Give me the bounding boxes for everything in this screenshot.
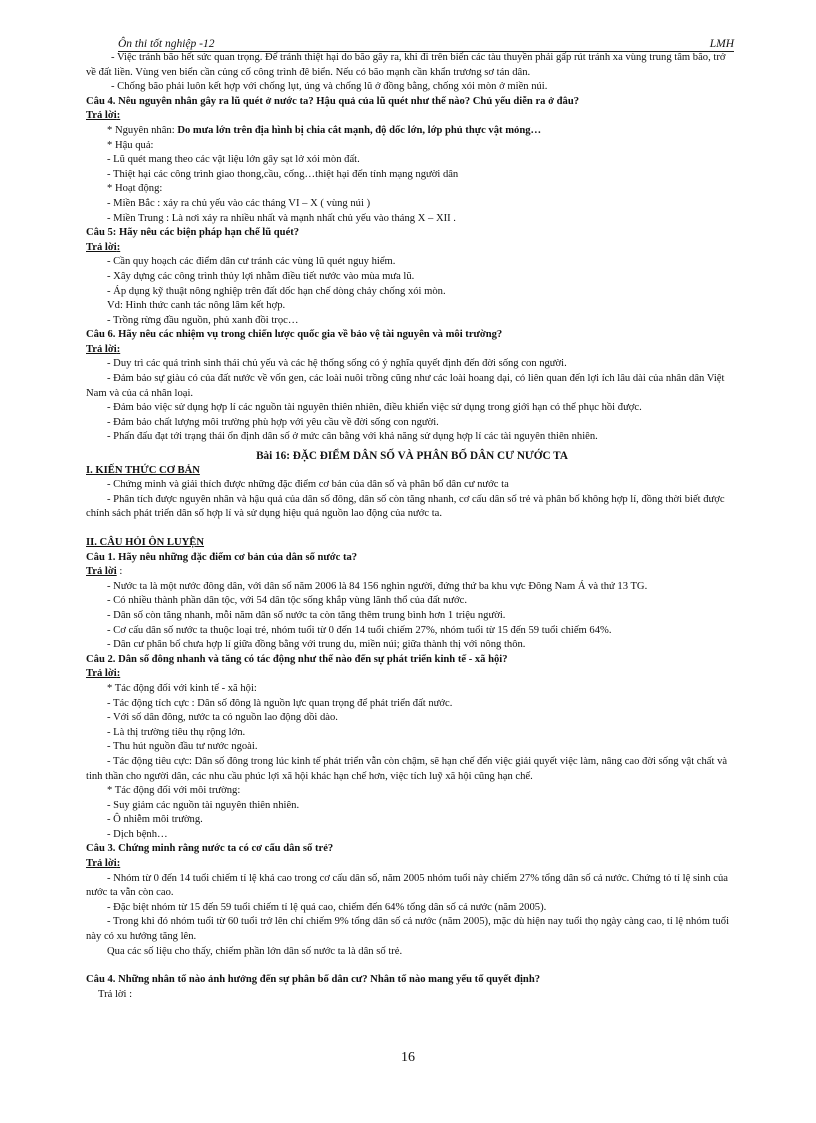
answer-label: Trả lời (86, 241, 117, 253)
list-item: - Suy giảm các nguồn tài nguyên thiên nhiên. (107, 799, 300, 811)
list-item: - Có nhiều thành phần dân tộc, với 54 dân tộc sống khắp vùng lãnh thổ của đất nước. (107, 595, 467, 607)
question-4: Câu 4. Nêu nguyên nhân gây ra lũ quét ở nước ta? Hậu quả của lũ quét như thế nào? Chủ yếu diễn ra ở đâu? (86, 95, 580, 107)
list-item: - Miền Bắc : xảy ra chủ yếu vào các tháng VI – X ( vùng núi ) (107, 197, 371, 209)
lesson-title: Bài 16: ĐẶC ĐIỂM DÂN SỐ VÀ PHÂN BỐ DÂN CƯ NƯỚC TA (256, 450, 568, 463)
list-item: - Cơ cấu dân số nước ta thuộc loại trẻ, nhóm tuổi từ 0 đến 14 tuổi chiếm 27%, nhóm tuổi từ 15 đến 59 tuổi chiếm 64%. (107, 624, 612, 636)
list-item: - Dân số còn tăng nhanh, mỗi năm dân số nước ta còn tăng thêm trung bình hơn 1 triệu người. (107, 609, 506, 621)
lesson-question-4: Câu 4. Những nhân tố nào ảnh hưởng đến sự phân bố dân cư? Nhân tố nào mang yếu tố quyết định? (86, 974, 541, 986)
page-number: 16 (401, 1050, 415, 1065)
list-item: * Hoạt động: (107, 183, 163, 195)
list-item: * Tác động đối với kinh tế - xã hội: (107, 682, 257, 694)
list-item: - Tác động tiêu cực: Dân số đông trong lúc kinh tế phát triển vẫn còn chậm, sẽ hạn chế đến việc giải quyết việc làm, nâng cao đời sống vật chất và tinh thần cho người dân, các nhu cầu phúc lợi xã hội khác hạn chế hơn, việc tích luỹ xã hội cũng hạn chế. (86, 755, 728, 782)
list-item: - Duy trì các quá trình sinh thái chủ yếu và các hệ thống sống có ý nghĩa quyết định đến đời sống con người. (107, 358, 567, 370)
list-item: Qua các số liệu cho thấy, chiếm phần lớn dân số nước ta là dân số trẻ. (107, 945, 403, 957)
list-item: - Dân cư phân bố chưa hợp lí giữa đồng bằng với trung du, miền núi; giữa thành thị với nông thôn. (107, 639, 526, 651)
question-5: Câu 5: Hãy nêu các biện pháp hạn chế lũ quét? (86, 227, 300, 239)
list-item: - Cần quy hoạch các điểm dân cư tránh các vùng lũ quét nguy hiểm. (107, 256, 396, 268)
page-header (118, 38, 734, 52)
list-item: * Hậu quả: (107, 139, 154, 151)
list-item: - Đảm bảo chất lượng môi trường phù hợp với yêu cầu về đời sống con người. (107, 416, 439, 428)
page-content: - Việc tránh bão hết sức quan trọng. Để tránh thiệt hại do bão gây ra, khi đi trên biển các tàu thuyền phải gấp rút tránh xa vùng trung tâm bão, trở về đất liền. Vùng ven biển cần củng cố công trình đê biển. Nếu có bão mạnh cần khẩn trương sơ tán dân. - Chống bão phải luôn kết hợp với chống lụt, úng và chống lũ ở đồng bằng, chống xói mòn ở miền núi. Câu 4. Nêu nguyên nhân gây ra lũ quét ở nước ta? Hậu quả của lũ quét như thế nào? Chủ yếu diễn ra ở đâu? Trả lời: * Nguyên nhân: Do mưa lớn trên địa hình bị chia cắt mạnh, độ dốc lớn, lớp phủ thực vật mỏng… * Hậu quả: - Lũ quét mang theo các vật liệu lớn gây sạt lở xói mòn đất. - Thiệt hại các công trình giao thong,cầu, cống…thiệt hại đến tính mạng người dân * Hoạt động: - Miền Bắc : xảy ra chủ yếu vào các tháng VI – X ( vùng núi ) - Miền Trung : Là nơi xảy ra nhiều nhất và mạnh nhất chủ yếu vào tháng X – XII . Câu 5: Hãy nêu các biện pháp hạn chế lũ quét? Trả lời: - Cần quy hoạch các điểm dân cư tránh các vùng lũ quét nguy hiểm. - Xây dựng các công trình thủy lợi nhằm điều tiết nước vào mùa mưa lũ. - Áp dụng kỹ thuật nông nghiệp trên đất dốc hạn chế dòng chảy chống xói mòn. Vd: Hình thức canh tác nông lâm kết hợp. - Trồng rừng đầu nguồn, phủ xanh đồi trọc… Câu 6. Hãy nêu các nhiệm vụ trong chiến lược quốc gia về bảo vệ tài nguyên và môi trường? Trả lời: - Duy trì các quá trình sinh thái chủ yếu và các hệ thống sống có ý nghĩa quyết định đến đời sống con người. - Đảm bảo sự giàu có của đất nước về vốn gen, các loài nuôi trồng cũng như các loài hoang dại, có liên quan đến lợi ích lâu dài của nhân dân Việt Nam và của cả nhân loại. - Đảm bảo việc sử dụng hợp lí các nguồn tài nguyên thiên nhiên, điều khiển việc sử dụng trong giới hạn có thể phục hồi được. - Đảm bảo chất lượng môi trường phù hợp với yêu cầu về đời sống con người. - Phấn đấu đạt tới trạng thái ổn định dân số ở mức cân bằng với khả năng sử dụng hợp lí các tài nguyên thiên nhiên. Bài 16: ĐẶC ĐIỂM DÂN SỐ VÀ PHÂN BỐ DÂN CƯ NƯỚC TA I. KIẾN THỨC CƠ BẢN - Chứng minh và giải thích được những đặc điểm cơ bản của dân số và phân bố dân cư nước ta - Phân tích được nguyên nhân và hậu quả của dân số đông, dân số còn tăng nhanh, cơ cấu dân số trẻ và phân bố không hợp lí, đồng thời biết được chính sách phát triển dân số hợp lí và sử dụng hiệu quả nguồn lao động của nước ta. II. CÂU HỎI ÔN LUYỆN Câu 1. Hãy nêu những đặc điểm cơ bản của dân số nước ta? Trả lời : - Nước ta là một nước đông dân, với dân số năm 2006 là 84 156 nghìn người, đứng thứ ba khu vực Đông Nam Á và thứ 13 TG. - Có nhiều thành phần dân tộc, với 54 dân tộc sống khắp vùng lãnh thổ của đất nước. - Dân số còn tăng nhanh, mỗi năm dân số nước ta còn tăng thêm trung bình hơn 1 triệu người. - Cơ cấu dân số nước ta thuộc loại trẻ, nhóm tuổi từ 0 đến 14 tuổi chiếm 27%, nhóm tuổi từ 15 đến 59 tuổi chiếm 64%. - Dân cư phân bố chưa hợp lí giữa đồng bằng với trung du, miền núi; giữa thành thị với nông thôn. Câu 2. Dân số đông nhanh và tăng có tác động như thế nào đến sự phát triển kinh tế - xã hội? Trả lời: * Tác động đối với kinh tế - xã hội: - Tác động tích cực : Dân số đông là nguồn lực quan trọng để phát triển đất nước. - Với số dân đông, nước ta có nguồn lao động dồi dào. - Là thị trường tiêu thụ rộng lớn. - Thu hút nguồn đầu tư nước ngoài. - Tác động tiêu cực: Dân số đông trong lúc kinh tế phát triển vẫn còn chậm, sẽ hạn chế đến việc giải quyết việc làm, nâng cao đời sống vật chất và tinh thần cho người dân, các nhu cầu phúc lợi xã hội khác hạn chế hơn, việc tích luỹ xã hội cũng hạn chế. * Tác động đối với môi trường: - Suy giảm các nguồn tài nguyên thiên nhiên. - Ô nhiễm môi trường. - Dịch bệnh… Câu 3. Chứng minh rằng nước ta có cơ cấu dân số trẻ? Trả lời: - Nhóm từ 0 đến 14 tuổi chiếm tỉ lệ khá cao trong cơ cấu dân số, năm 2005 nhóm tuổi này chiếm 27% tổng dân số cả nước. Chứng tỏ tỉ lệ sinh của nước ta vẫn còn cao. - Đặc biệt nhóm từ 15 đến 59 tuổi chiếm tỉ lệ quá cao, chiếm đến 64% tổng dân số cả nước (năm 2005). - Trong khi đó nhóm tuổi từ 60 tuổi trở lên chỉ chiếm 9% tổng dân số cả nước (năm 2005), mặc dù hiện nay tuổi thọ ngày càng cao, tỉ lệ nhóm tuổi này có xu hướng tăng lên. Qua các số liệu cho thấy, chiếm phần lớn dân số nước ta là dân số trẻ. Câu 4. Những nhân tố nào ảnh hưởng đến sự phân bố dân cư? Nhân tố nào mang yếu tố quyết định? Trả lời : (86, 51, 738, 1002)
list-item: - Dịch bệnh… (107, 828, 168, 840)
list-item: - Nhóm từ 0 đến 14 tuổi chiếm tỉ lệ khá cao trong cơ cấu dân số, năm 2005 nhóm tuổi này chiếm 27% tổng dân số cả nước. Chứng tỏ tỉ lệ sinh của nước ta vẫn còn cao. (86, 872, 728, 899)
answer-label: Trả lời (86, 110, 117, 122)
list-item: - Thiệt hại các công trình giao thong,cầu, cống…thiệt hại đến tính mạng người dân (107, 168, 459, 180)
list-item: - Phân tích được nguyên nhân và hậu quả của dân số đông, dân số còn tăng nhanh, cơ cấu dân số trẻ và phân bố không hợp lí, đồng thời biết được chính sách phát triển dân số hợp lí và sử dụng hiệu quả nguồn lao động của nước ta. (86, 493, 725, 520)
list-item: - Phấn đấu đạt tới trạng thái ổn định dân số ở mức cân bằng với khả năng sử dụng hợp lí các tài nguyên thiên nhiên. (107, 431, 598, 443)
list-item: - Áp dụng kỹ thuật nông nghiệp trên đất dốc hạn chế dòng chảy chống xói mòn. (107, 285, 446, 297)
answer-label: Trả lời : (98, 988, 133, 1000)
list-item: - Đảm bảo sự giàu có của đất nước về vốn gen, các loài nuôi trồng cũng như các loài hoang dại, có liên quan đến lợi ích lâu dài của nhân dân Việt Nam và của cả nhân loại. (86, 373, 725, 399)
list-item: Vd: Hình thức canh tác nông lâm kết hợp. (107, 300, 286, 312)
answer-label: Trả lời (86, 343, 117, 355)
answer-label: Trả lời (86, 668, 117, 680)
paragraph: - Việc tránh bão hết sức quan trọng. Để tránh thiệt hại do bão gây ra, khi đi trên biển các tàu thuyền phải gấp rút tránh xa vùng trung tâm bão, trở về đất liền. Vùng ven biển cần củng cố công trình đê biển. Nếu có bão mạnh cần khẩn trương sơ tán dân. (86, 52, 726, 78)
lesson-question-3: Câu 3. Chứng minh rằng nước ta có cơ cấu dân số trẻ? (86, 843, 334, 855)
list-item: - Là thị trường tiêu thụ rộng lớn. (107, 726, 246, 738)
cause-line: * Nguyên nhân: Do mưa lớn trên địa hình bị chia cắt mạnh, độ dốc lớn, lớp phủ thực vật mỏng… (107, 124, 542, 136)
list-item: - Đảm bảo việc sử dụng hợp lí các nguồn tài nguyên thiên nhiên, điều khiển việc sử dụng trong giới hạn có thể phục hồi được. (107, 402, 642, 414)
section-heading: I. KIẾN THỨC CƠ BẢN (86, 464, 200, 476)
list-item: - Nước ta là một nước đông dân, với dân số năm 2006 là 84 156 nghìn người, đứng thứ ba khu vực Đông Nam Á và thứ 13 TG. (107, 580, 648, 592)
list-item: - Chứng minh và giải thích được những đặc điểm cơ bản của dân số và phân bố dân cư nước ta (107, 479, 509, 491)
lesson-question-1: Câu 1. Hãy nêu những đặc điểm cơ bản của dân số nước ta? (86, 551, 358, 563)
answer-label: Trả lời (86, 566, 117, 578)
answer-label: Trả lời (86, 858, 117, 870)
list-item: - Thu hút nguồn đầu tư nước ngoài. (107, 741, 258, 753)
section-heading: II. CÂU HỎI ÔN LUYỆN (86, 537, 205, 548)
paragraph: - Chống bão phải luôn kết hợp với chống lụt, úng và chống lũ ở đồng bằng, chống xói mòn ở miền núi. (111, 81, 548, 93)
lesson-question-2: Câu 2. Dân số đông nhanh và tăng có tác động như thế nào đến sự phát triển kinh tế - xã hội? (86, 653, 508, 665)
list-item: * Tác động đối với môi trường: (107, 785, 241, 797)
list-item: - Trong khi đó nhóm tuổi từ 60 tuổi trở lên chỉ chiếm 9% tổng dân số cả nước (năm 2005), mặc dù hiện nay tuổi thọ ngày càng cao, tỉ lệ nhóm tuổi này có xu hướng tăng lên. (86, 916, 730, 943)
list-item: - Đặc biệt nhóm từ 15 đến 59 tuổi chiếm tỉ lệ quá cao, chiếm đến 64% tổng dân số cả nước (năm 2005). (107, 901, 547, 913)
header-left: Ôn thi tốt nghiệp -12 (118, 38, 215, 50)
question-6: Câu 6. Hãy nêu các nhiệm vụ trong chiến lược quốc gia về bảo vệ tài nguyên và môi trường? (86, 329, 503, 341)
list-item: - Với số dân đông, nước ta có nguồn lao động dồi dào. (107, 712, 338, 724)
list-item: - Xây dựng các công trình thủy lợi nhằm điều tiết nước vào mùa mưa lũ. (107, 270, 415, 282)
list-item: - Miền Trung : Là nơi xảy ra nhiều nhất và mạnh nhất chủ yếu vào tháng X – XII . (107, 212, 456, 224)
list-item: - Tác động tích cực : Dân số đông là nguồn lực quan trọng để phát triển đất nước. (107, 697, 453, 709)
list-item: - Ô nhiễm môi trường. (107, 814, 203, 826)
list-item: - Trồng rừng đầu nguồn, phủ xanh đồi trọc… (107, 314, 299, 326)
list-item: - Lũ quét mang theo các vật liệu lớn gây sạt lở xói mòn đất. (107, 154, 360, 166)
header-right: LMH (709, 38, 734, 50)
